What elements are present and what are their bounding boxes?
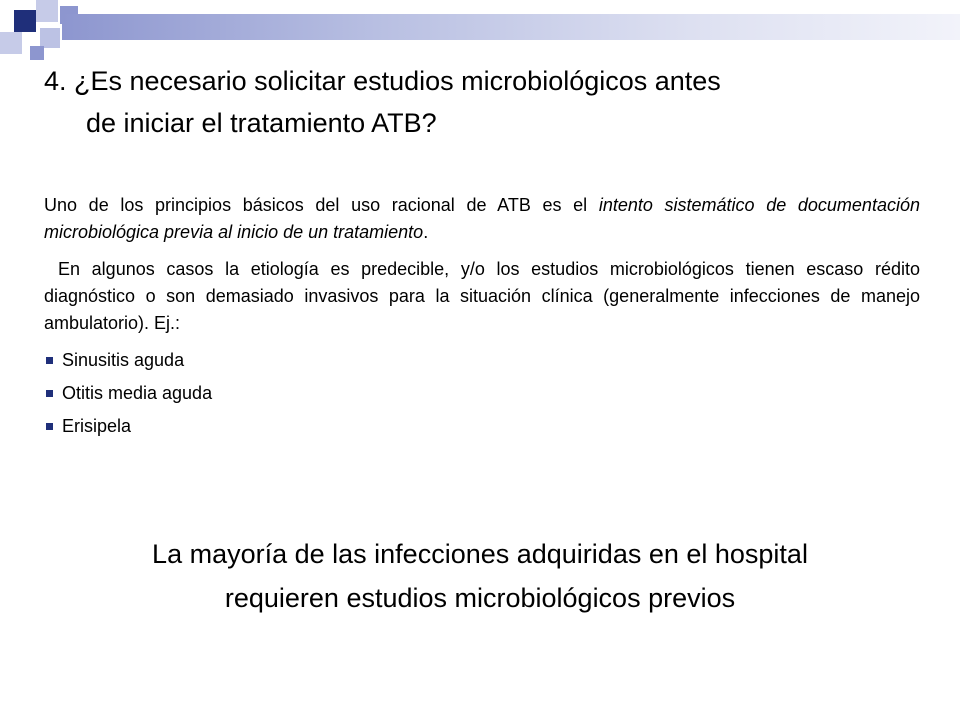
paragraph-principle-end: . [423,222,429,242]
decor-square-light [40,28,60,48]
paragraph-cases: En algunos casos la etiología es predecible, y/o los estudios microbiológicos tienen escaso rédito diagnóstico o son demasiado invasivos para la situación clínica (generalmente infecciones de manejo ambulatorio). Ej.: [44,259,920,333]
list-item-label: Erisipela [62,416,132,436]
square-bullet-icon [46,423,53,430]
closing-line-2: requieren estudios microbiológicos previos [224,583,736,613]
list-item [44,413,920,446]
list-item-label: Sinusitis aguda [62,350,185,370]
header-gradient-bar [62,14,960,40]
paragraph-principle-emphasis: intento sistemático de documentación microbiológica previa al inicio de un tratamiento [44,195,920,242]
slide-body [44,192,920,446]
paragraph-principle-text: Uno de los principios básicos del uso racional de ATB es el [44,195,599,215]
title-line-2: de iniciar el tratamiento ATB? [86,108,437,138]
closing-statement [0,532,960,620]
square-bullet-icon [46,357,53,364]
paragraph-principle [44,192,920,246]
closing-line-1: La mayoría de las infecciones adquiridas en el hospital [152,539,808,569]
slide-title [44,60,924,144]
decor-square-light [0,32,22,54]
decor-square-light [36,0,58,22]
decor-square-navy [14,10,36,32]
decor-square-small [30,46,44,60]
list-item [44,380,920,413]
title-line-1: 4. ¿Es necesario solicitar estudios microbiológicos antes [44,66,721,96]
examples-list [44,347,920,446]
square-bullet-icon [46,390,53,397]
list-item-label: Otitis media aguda [62,383,213,403]
list-item [44,347,920,380]
